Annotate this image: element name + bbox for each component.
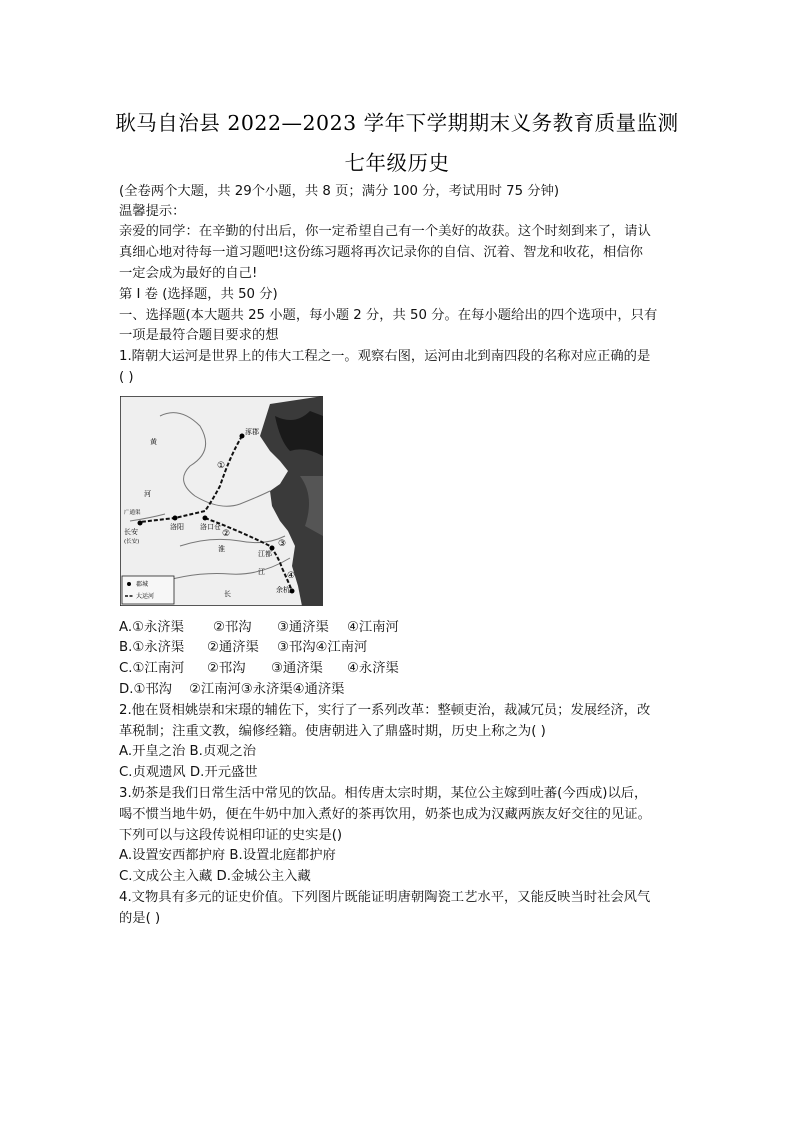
map-label-yuhang: 余杭 — [276, 586, 290, 594]
map-marker-3: ③ — [278, 539, 287, 549]
question-2-stem: 革税制；注重文教，编修经籍。使唐朝进入了鼎盛时期，历史上称之为( ) — [119, 724, 546, 739]
question-2-option-cd[interactable]: C.贞观遗风 D.开元盛世 — [119, 765, 258, 780]
question-1-option-a[interactable]: A.①永济渠 ②邗沟 ③通济渠 ④江南河 — [119, 620, 399, 635]
map-label-luokoucang: 洛口仓 — [200, 523, 221, 531]
tip-line: 一定会成为最好的自己! — [119, 266, 258, 281]
question-1-stem: 1.隋朝大运河是世界上的伟大工程之一。观察右图，运河由北到南四段的名称对应正确的是 — [119, 349, 651, 364]
question-4-stem: 4.文物具有多元的证史价值。下列图片既能证明唐朝陶瓷工艺水平，又能反映当时社会风气 — [119, 890, 651, 905]
section-instruction: 一、选择题(本大题共 25 小题，每小题 2 分，共 50 分。在每小题给出的四个选项中，只有 — [119, 308, 658, 323]
question-3-stem: 喝不惯当地牛奶，便在牛奶中加入煮好的茶再饮用，奶茶也成为汉藏两族友好交往的见证。 — [119, 807, 651, 822]
map-marker-1: ① — [217, 461, 226, 471]
question-1-option-d[interactable]: D.①邗沟 ②江南河③永济渠④通济渠 — [119, 682, 345, 697]
question-3-stem: 3.奶茶是我们日常生活中常见的饮品。相传唐太宗时期，某位公主嫁到吐蕃(今西成)以后， — [119, 786, 648, 801]
question-3-option-ab[interactable]: A.设置安西都护府 B.设置北庭都护府 — [119, 848, 336, 863]
section-title: 第 I 卷 (选择题，共 50 分) — [119, 287, 278, 302]
map-label-jiangdu: 江都 — [258, 550, 272, 558]
exam-subtitle: 七年级历史 — [344, 151, 450, 175]
legend-city: 郡城 — [136, 581, 149, 588]
map-label-guangtongqu: 广通渠 — [124, 510, 141, 516]
map-label-huai: 淮 — [218, 545, 225, 553]
map-label-huang: 黄 — [150, 438, 157, 446]
tip-line: 亲爱的同学：在辛勤的付出后，你一定希望自己有一个美好的故获。这个时刻到来了，请认 — [119, 224, 651, 239]
exam-title: 耿马自治县 2022—2023 学年下学期期末义务教育质量监测 — [115, 111, 679, 135]
map-label-luoyang: 洛阳 — [170, 523, 184, 531]
map-label-jiang: 江 — [258, 568, 265, 576]
tip-line: 真细心地对待每一道习题吧!这份练习题将再次记录你的自信、沉着、智龙和收花，相信你 — [119, 245, 643, 260]
question-2-stem: 2.他在贤相姚崇和宋璟的辅佐下，实行了一系列改革：整顿吏治，裁减冗员；发展经济，改 — [119, 703, 651, 718]
question-3-stem: 下列可以与这段传说相印证的史实是() — [119, 828, 343, 843]
question-3-option-cd[interactable]: C.文成公主入藏 D.金城公主入藏 — [119, 869, 311, 884]
question-1-stem: ( ) — [119, 370, 134, 385]
map-label-changan: 长安 — [124, 528, 138, 536]
legend-canal: 大运河 — [136, 593, 155, 600]
exam-note: (全卷两个大题，共 29个小题，共 8 页；满分 100 分，考试用时 75 分钟) — [119, 184, 560, 199]
map-label-he: 河 — [144, 490, 151, 498]
map-label-changan-sub: (长安) — [124, 539, 140, 545]
map-label-chang: 长 — [224, 590, 231, 598]
grand-canal-map — [120, 396, 323, 606]
map-marker-4: ④ — [287, 571, 296, 581]
question-1-option-b[interactable]: B.①永济渠 ②通济渠 ③邗沟④江南河 — [119, 640, 368, 655]
section-instruction: 一项是最符合题目要求的想 — [119, 328, 279, 343]
question-4-stem: 的是( ) — [119, 911, 161, 926]
question-2-option-ab[interactable]: A.开皇之治 B.贞观之治 — [119, 744, 257, 759]
tip-label: 温馨提示： — [119, 204, 186, 219]
map-marker-2: ② — [222, 529, 231, 539]
map-label-zhuojun: 涿郡 — [245, 428, 259, 436]
question-1-option-c[interactable]: C.①江南河 ②邗沟 ③通济渠 ④永济渠 — [119, 661, 399, 676]
